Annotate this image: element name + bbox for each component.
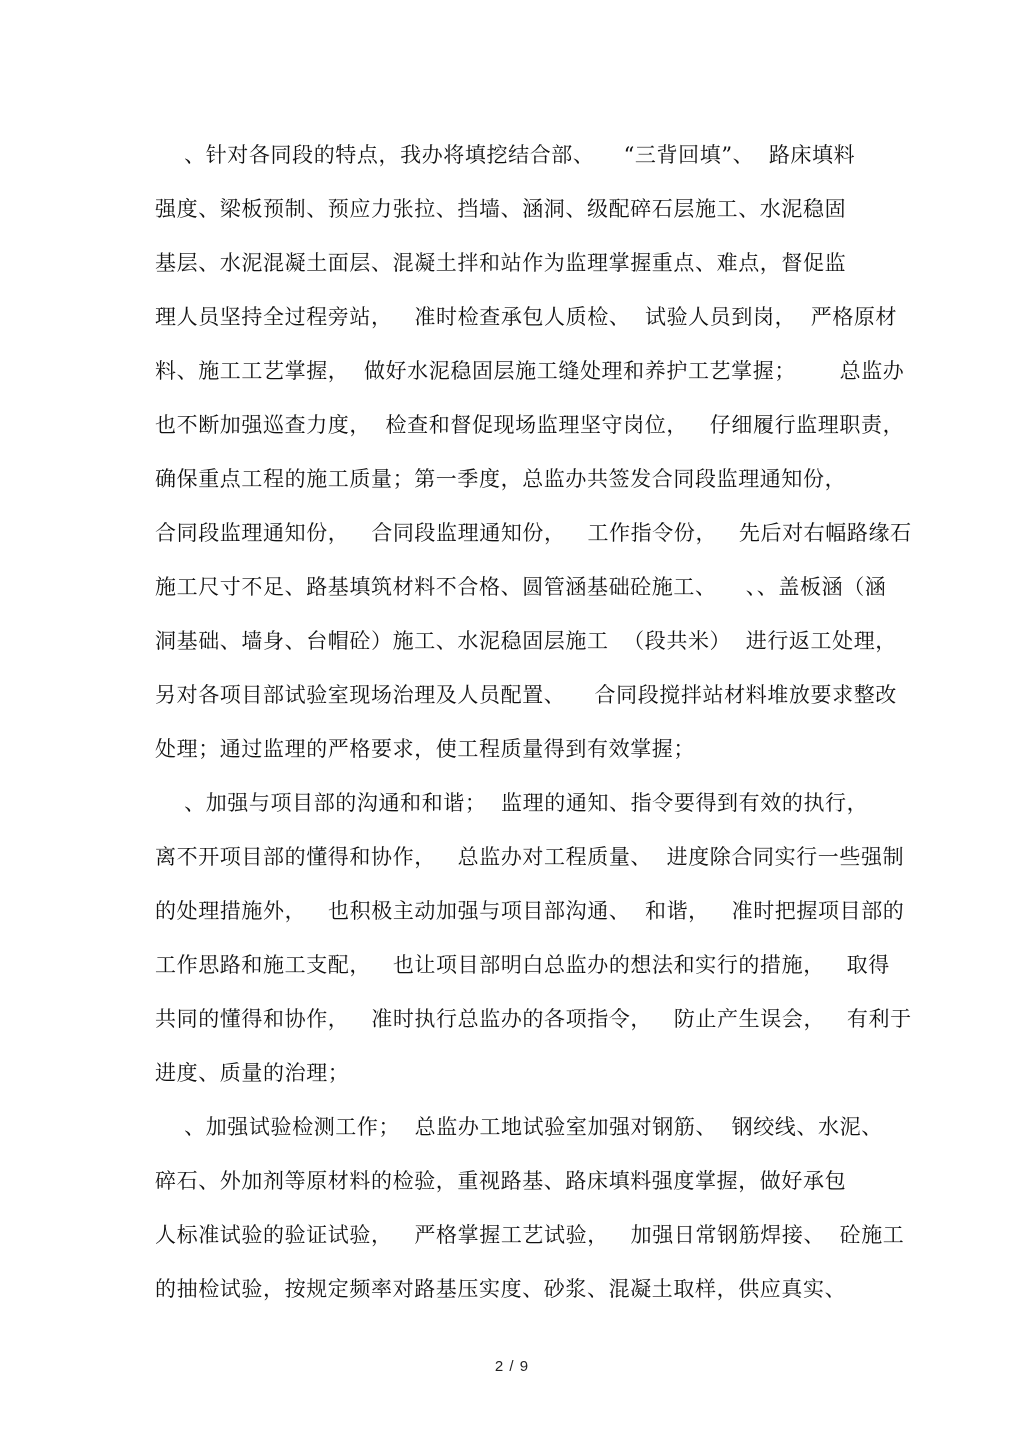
page-number: 2 / 9 (494, 1358, 530, 1375)
text-line: 进度、质量的治理； (155, 1061, 350, 1085)
text-line: 离不开项目部的懂得和协作， 总监办对工程质量、 进度除合同实行一些强制 (155, 845, 905, 869)
text-line: 理人员坚持全过程旁站， 准时检查承包人质检、 试验人员到岗， 严格原材 (155, 305, 898, 329)
text-line: 确保重点工程的施工质量；第一季度，总监办共签发合同段监理通知份， (155, 467, 847, 491)
text-line: 基层、水泥混凝土面层、混凝土拌和站作为监理掌握重点、难点，督促监 (155, 251, 847, 275)
text-line: 的处理措施外， 也积极主动加强与项目部沟通、 和谐， 准时把握项目部的 (155, 899, 905, 923)
text-line: 工作思路和施工支配， 也让项目部明白总监办的想法和实行的措施， 取得 (155, 953, 890, 977)
text-line: 、加强与项目部的沟通和和谐； 监理的通知、指令要得到有效的执行， (155, 791, 869, 815)
text-line: 施工尺寸不足、路基填筑材料不合格、圆管涵基础砼施工、 、、盖板涵（涵 (155, 575, 887, 599)
text-line: 也不断加强巡查力度， 检查和督促现场监理坚守岗位， 仔细履行监理职责， (155, 413, 905, 437)
text-line: 共同的懂得和协作， 准时执行总监办的各项指令， 防止产生误会， 有利于 (155, 1007, 912, 1031)
text-line: 另对各项目部试验室现场治理及人员配置、 合同段搅拌站材料堆放要求整改 (155, 683, 897, 707)
text-line: 料、施工工艺掌握， 做好水泥稳固层施工缝处理和养护工艺掌握； 总监办 (155, 359, 905, 383)
text-line: 人标准试验的验证试验， 严格掌握工艺试验， 加强日常钢筋焊接、 砼施工 (155, 1223, 905, 1247)
text-line: 洞基础、墙身、台帽砼）施工、水泥稳固层施工 （段共米） 进行返工处理， (155, 629, 897, 653)
text-line: 、加强试验检测工作； 总监办工地试验室加强对钢筋、 钢绞线、水泥、 (155, 1115, 883, 1139)
text-line: 的抽检试验，按规定频率对路基压实度、砂浆、混凝土取样，供应真实、 (155, 1277, 847, 1301)
body-text (155, 133, 925, 1321)
text-line: 、针对各同段的特点，我办将填挖结合部、 “三背回填”、 路床填料 (155, 143, 856, 167)
text-line: 合同段监理通知份， 合同段监理通知份， 工作指令份， 先后对右幅路缘石 (155, 521, 912, 545)
text-line: 碎石、外加剂等原材料的检验，重视路基、路床填料强度掌握，做好承包 (155, 1169, 847, 1193)
text-line: 处理；通过监理的严格要求，使工程质量得到有效掌握； (155, 737, 695, 761)
text-line: 强度、梁板预制、预应力张拉、挡墙、涵洞、级配碎石层施工、水泥稳固 (155, 197, 847, 221)
